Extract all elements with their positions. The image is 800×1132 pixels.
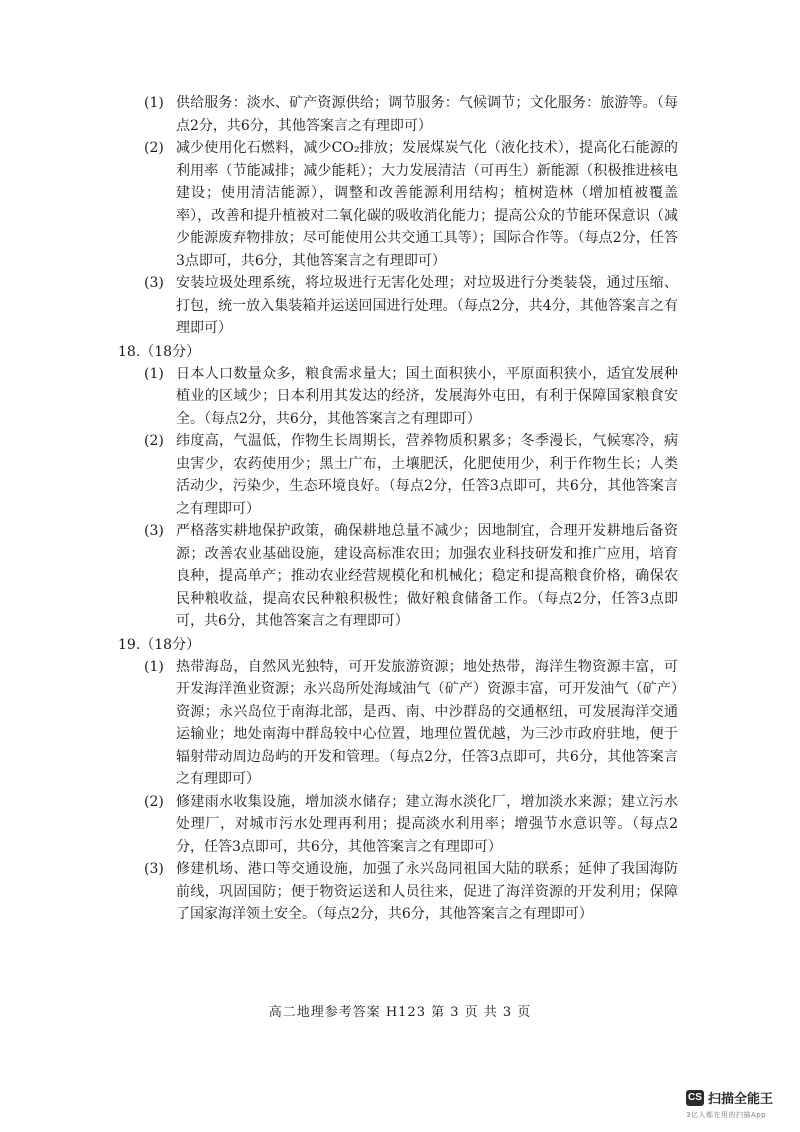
item-text: 供给服务：淡水、矿产资源供给；调节服务：气候调节；文化服务：旅游等。（每点2分，共6分，其他答案言之有理即可） <box>176 95 678 134</box>
item-text: 严格落实耕地保护政策，确保耕地总量不减少；因地制宜，合理开发耕地后备资源；改善农业基础设施，建设高标准农田；加强农业科技研发和推广应用，培育良种，提高单产；推动农业经营规模化和机械化；稳定和提高粮食价格，确保农民种粮收益，提高农民种粮积极性；做好粮食储备工作。（每点2分，任答3点即可，共6分，其他答案言之有理即可） <box>176 523 678 629</box>
question-title: 18.（18分） <box>118 343 201 360</box>
watermark-name: 扫描全能王 <box>708 1092 774 1107</box>
list-item <box>144 520 678 633</box>
item-number: (1) <box>144 365 164 382</box>
scanner-watermark <box>686 1088 796 1120</box>
item-number: (2) <box>144 433 164 449</box>
list-item <box>144 92 678 137</box>
item-text: 安装垃圾处理系统，将垃圾进行无害化处理；对垃圾进行分类装袋，通过压缩、打包，统一放入集装箱并运送回国进行处理。（每点2分，共4分，其他答案言之有理即可） <box>176 275 678 336</box>
watermark-subtitle: 3亿人都在用的扫描App <box>686 1111 767 1119</box>
list-item <box>144 656 678 791</box>
item-text: 修建机场、港口等交通设施，加强了永兴岛同祖国大陆的联系；延伸了我国海防前线，巩固国防；便于物资运送和人员往来，促进了海洋资源的开发利用；保障了国家海洋领土安全。（每点2分，共6分，其他答案言之有理即可） <box>176 861 678 922</box>
item-text: 日本人口数量众多，粮食需求量大；国土面积狭小，平原面积狭小，适宜发展种植业的区域少；日本利用其发达的经济，发展海外屯田，有利于保障国家粮食安全。（每点2分，共6分，其他答案言之有理即可） <box>176 365 678 427</box>
list-item <box>144 137 678 272</box>
item-text: 修建雨水收集设施，增加淡水储存；建立海水淡化厂，增加淡水来源；建立污水处理厂，对城市污水处理再利用；提高淡水利用率；增强节水意识等。（每点2分，任答3点即可，共6分，其他答案言之有理即可） <box>176 793 678 855</box>
watermark-row <box>686 1088 796 1107</box>
question-19-answers <box>118 634 678 926</box>
question-17-answers <box>118 92 678 340</box>
question-18-answers <box>118 341 678 633</box>
item-text: 热带海岛，自然风光独特，可开发旅游资源；地处热带，海洋生物资源丰富，可开发海洋渔业资源；永兴岛所处海域油气（矿产）资源丰富，可开发油气（矿产）资源；永兴岛位于南海北部，是西、南、中沙群岛的交通枢纽，可发展海洋交通运输业；地处南海中群岛较中心位置，地理位置优越，为三沙市政府驻地，便于辐射带动周边岛屿的开发和管理。（每点2分，任答3点即可，共6分，其他答案言之有理即可） <box>176 658 678 787</box>
item-number: (3) <box>144 523 164 539</box>
item-text: 减少使用化石燃料，减少CO₂排放；发展煤炭气化（液化技术），提高化石能源的利用率（节能减排；减少能耗）；大力发展清洁（可再生）新能源（积极推进核电建设；使用清洁能源），调整和改善能源利用结构；植树造林（增加植被覆盖率），改善和提升植被对二氧化碳的吸收消化能力；提高公众的节能环保意识（减少能源废弃物排放；尽可能使用公共交通工具等）；国际合作等。（每点2分，任答3点即可，共6分，其他答案言之有理即可） <box>176 140 678 269</box>
item-number: (2) <box>144 793 164 810</box>
item-number: (1) <box>144 95 164 111</box>
camscanner-logo-icon: CS <box>686 1090 704 1106</box>
item-number: (3) <box>144 275 164 291</box>
list-item <box>144 430 678 520</box>
item-number: (3) <box>144 861 164 877</box>
item-number: (2) <box>144 140 164 156</box>
answer-content <box>118 92 678 927</box>
list-item <box>144 363 678 431</box>
list-item <box>144 858 678 926</box>
item-text: 纬度高，气温低，作物生长周期长，营养物质积累多；冬季漫长，气候寒冷，病虫害少，农药使用少；黑土广布，土壤肥沃，化肥使用少，利于作物生长；人类活动少，污染少，生态环境良好。（每点2分，任答3点即可，共6分，其他答案言之有理即可） <box>176 433 678 517</box>
question-title: 19.（18分） <box>118 636 201 653</box>
list-item <box>144 272 678 340</box>
page-footer: 高二地理参考答案 H123 第 3 页 共 3 页 <box>268 1005 532 1020</box>
list-item <box>144 791 678 859</box>
item-number: (1) <box>144 658 164 675</box>
